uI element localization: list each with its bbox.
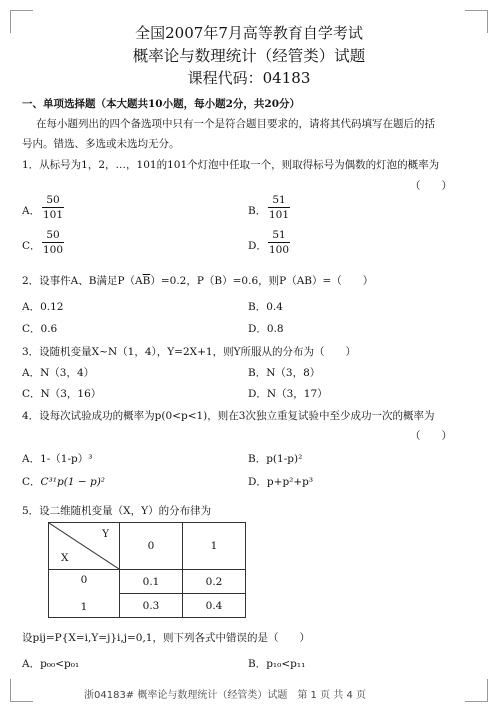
q1-d-denominator: 100: [268, 244, 290, 256]
q2-stem-complement-b: $\overline{B}$: [142, 275, 151, 287]
q4-option-b: B．p(1-p)²: [248, 453, 303, 465]
q1-option-d-label: D．: [248, 240, 267, 252]
q1-option-c-fraction: [42, 228, 64, 257]
q4-option-c-label: C．: [22, 476, 41, 488]
q3-option-c: C．N（3，16）: [22, 388, 102, 400]
q1-answer-paren: （ ）: [410, 180, 452, 192]
q3-stem: 3．设随机变量X~N（1，4），Y=2X+1，则Y所服从的分布为（ ）: [22, 346, 357, 358]
q1-a-numerator: 50: [42, 193, 64, 208]
table-cell: 0.4: [183, 594, 246, 618]
q3-option-a: A．N（3，4）: [22, 367, 95, 379]
q1-option-a-fraction: [42, 193, 64, 222]
q2-option-c: C．0.6: [22, 323, 58, 335]
exam-title-line2: 概率论与数理统计（经管类）试题: [132, 47, 366, 65]
q1-option-b-fraction: [268, 193, 290, 222]
q5-stem: 5．设二维随机变量（X，Y）的分布律为: [22, 505, 212, 517]
q2-option-b: B．0.4: [248, 301, 283, 313]
table-cell: 0.1: [120, 570, 183, 594]
table-header-row: [49, 523, 246, 570]
q3-option-d: D．N（3，17）: [248, 388, 328, 400]
q1-a-denominator: 101: [42, 209, 64, 221]
page-footer: 浙04183# 概率论与数理统计（经管类）试题 第 1 页 共 4 页: [84, 690, 366, 701]
table-cell: 0.2: [183, 570, 246, 594]
q2-option-d: D．0.8: [248, 323, 284, 335]
q1-option-a-label: A．: [22, 205, 41, 217]
table-col-header: 0: [120, 523, 183, 570]
q2-option-a: A．0.12: [22, 301, 64, 313]
q4-option-c: [22, 474, 105, 489]
instructions-line1: 在每小题列出的四个备选项中只有一个是符合题目要求的，请将其代码填写在题后的括: [36, 118, 435, 130]
corner-mark-bottom-left: [10, 679, 33, 702]
q1-b-numerator: 51: [268, 193, 290, 208]
q2-stem: [22, 273, 373, 288]
table-corner-y-label: Y: [102, 528, 109, 540]
table-corner-cell: [49, 523, 120, 570]
q5-option-b: B．p₁₀<p₁₁: [248, 658, 306, 670]
table-row-headers-cell: [49, 570, 120, 618]
q2-stem-pre: 2．设事件A、B满足P（A: [22, 275, 143, 287]
q1-option-b-label: B．: [248, 205, 267, 217]
q1-stem: 1．从标号为1，2，…，101的101个灯泡中任取一个，则取得标号为偶数的灯泡的概率为: [22, 159, 440, 171]
q1-b-denominator: 101: [268, 209, 290, 221]
table-corner-x-label: X: [61, 552, 69, 564]
q4-stem: 4．设每次试验成功的概率为p(0<p<1)，则在3次独立重复试验中至少成功一次的概率为: [22, 410, 435, 422]
q3-option-b: B．N（3，8）: [248, 367, 321, 379]
q1-option-d-fraction: [268, 228, 290, 257]
table-row: [49, 570, 246, 594]
q5-followup: 设pij=P{X=i,Y=j}i,j=0,1，则下列各式中错误的是（ ）: [22, 632, 310, 644]
section-heading: 一、单项选择题（本大题共10小题，每小题2分，共20分）: [22, 98, 301, 110]
instructions-line2: 号内。错选、多选或未选均无分。: [22, 138, 180, 150]
q1-c-denominator: 100: [42, 244, 64, 256]
q1-d-numerator: 51: [268, 228, 290, 243]
table-row-header: 0: [80, 574, 88, 586]
table-cell: 0.3: [120, 594, 183, 618]
q2-stem-post: ）=0.2，P（B）=0.6，则P（AB）=（ ）: [150, 275, 374, 287]
table-row-header: 1: [80, 601, 88, 613]
q1-c-numerator: 50: [42, 228, 64, 243]
joint-distribution-table: [48, 522, 246, 618]
q4-option-c-expression: C³¹p(1 − p)²: [40, 476, 105, 488]
course-code: 课程代码：04183: [187, 69, 311, 87]
corner-mark-bottom-right: [465, 679, 488, 702]
q5-option-a: A．p₀₀<p₀₁: [22, 658, 80, 670]
exam-title-line1: 全国2007年7月高等教育自学考试: [135, 24, 363, 42]
q4-option-a: A．1-（1-p）³: [22, 453, 93, 465]
table-col-header: 1: [183, 523, 246, 570]
q4-option-d: D．p+p²+p³: [248, 476, 314, 488]
q4-answer-paren: （ ）: [410, 430, 452, 442]
q1-option-c-label: C．: [22, 240, 41, 252]
